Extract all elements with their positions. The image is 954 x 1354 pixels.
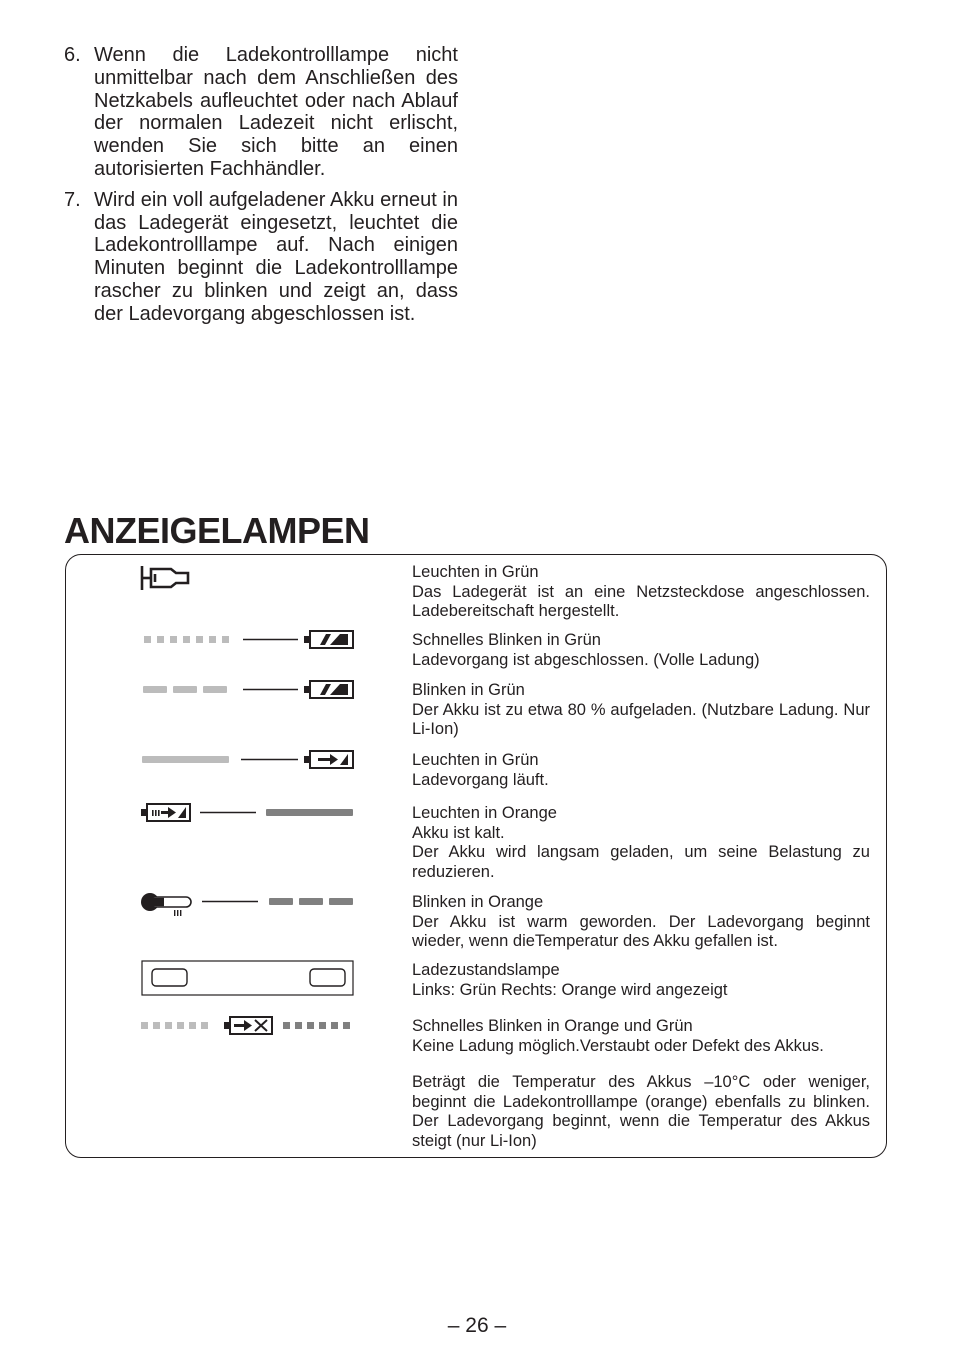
lamp-text: Der Akku ist warm geworden. Der Ladevorgang beginnt wieder, wenn dieTemperatur des Akku gefallen ist.: [412, 912, 870, 950]
lamp-fast-blink-pattern: [283, 1022, 350, 1029]
lamp-text: Das Ladegerät ist an eine Netzsteckdose angeschlossen. Ladebereitschaft hergestellt.: [412, 582, 870, 620]
lamp-symbol: [138, 631, 438, 671]
lamp-description: [412, 961, 870, 1000]
lamp-label: Leuchten in Orange: [412, 804, 557, 822]
step-6: [64, 44, 458, 181]
battery-error-icon: [224, 1017, 272, 1034]
lamp-description: [412, 804, 870, 882]
step-number: 7.: [64, 188, 81, 211]
lamp-label: Blinken in Grün: [412, 681, 525, 699]
lamp-steady-pattern: [266, 809, 353, 816]
lamp-symbol: [138, 893, 438, 933]
lamp-steady-pattern: [142, 756, 229, 763]
step-text: Wird ein voll aufgeladener Akku erneut in das Ladegerät eingesetzt, leuchtet die Ladekontrolllampe auf. Nach einigen Minuten beginnt die Ladekontrolllampe rascher zu blinken und zeigt an, dass der Ladevorgang abgeschlossen ist.: [94, 188, 458, 325]
indicator-lamps-table: [65, 554, 887, 1158]
lamp-symbol: [138, 961, 438, 1001]
step-number: 6.: [64, 44, 81, 66]
lamp-symbol: [138, 804, 438, 844]
lamp-symbol: [138, 563, 438, 603]
lamp-label: Ladezustandslampe: [412, 961, 560, 979]
lamp-description: [412, 1017, 870, 1056]
step-7: [64, 189, 458, 326]
lamp-text: Ladevorgang läuft.: [412, 770, 549, 789]
lamp-description: [412, 563, 870, 622]
lamp-symbol: [138, 1017, 438, 1057]
battery-cold-icon: [141, 804, 190, 821]
lamp-label: Schnelles Blinken in Grün: [412, 631, 601, 649]
section-title: ANZEIGELAMPEN: [64, 510, 370, 551]
instruction-steps: [64, 44, 458, 334]
lamp-text: Der Akku ist zu etwa 80 % aufgeladen. (Nutzbare Ladung. Nur Li-Ion): [412, 700, 870, 738]
battery-full-icon: [304, 631, 353, 648]
lamp-symbol: [138, 681, 438, 721]
lamp-text: Der Akku wird langsam geladen, um seine Belastung zu reduzieren.: [412, 843, 870, 881]
lamp-blink-pattern: [269, 898, 353, 905]
note-text: Beträgt die Temperatur des Akkus –10°C oder weniger, beginnt die Ladekontrolllampe (orange) ebenfalls zu blinken. Der Ladevorgang beginnt, wenn die Temperatur des Akkus steigt (nur Li-Ion): [412, 1073, 870, 1150]
plug-icon: [138, 563, 198, 593]
battery-charging-icon: [304, 751, 353, 768]
lamp-label: Blinken in Orange: [412, 893, 544, 911]
lamp-symbol: [138, 751, 438, 791]
step-text: Wenn die Ladekontrolllampe nicht unmittelbar nach dem Anschließen des Netzkabels aufleuchtet oder nach Ablauf der normalen Ladezeit nicht erlischt, wenden Sie sich bitte an einen autorisierten Fachhändler.: [94, 44, 458, 180]
thermometer-hot-icon: [141, 893, 191, 916]
page-number: – 26 –: [447, 1314, 507, 1337]
lamp-label: Leuchten in Grün: [412, 563, 539, 581]
battery-full-icon: [304, 681, 353, 698]
lamp-description: [412, 631, 870, 670]
lamp-blink-pattern: [143, 686, 227, 693]
lamp-text: Links: Grün Rechts: Orange wird angezeigt: [412, 980, 728, 999]
lamp-text: Ladevorgang ist abgeschlossen. (Volle Ladung): [412, 650, 760, 669]
lamp-description: [412, 681, 870, 740]
lamp-text: Akku ist kalt.: [412, 823, 505, 842]
lamp-description: [412, 893, 870, 952]
lamp-description: [412, 751, 870, 790]
charge-status-lamp-diagram: [142, 961, 353, 995]
lamp-fast-blink-pattern: [141, 1022, 208, 1029]
lamp-label: Schnelles Blinken in Orange und Grün: [412, 1017, 693, 1035]
lamp-fast-blink-pattern: [144, 636, 229, 643]
lamp-text: Keine Ladung möglich.Verstaubt oder Defekt des Akkus.: [412, 1036, 824, 1055]
lamp-label: Leuchten in Grün: [412, 751, 539, 769]
